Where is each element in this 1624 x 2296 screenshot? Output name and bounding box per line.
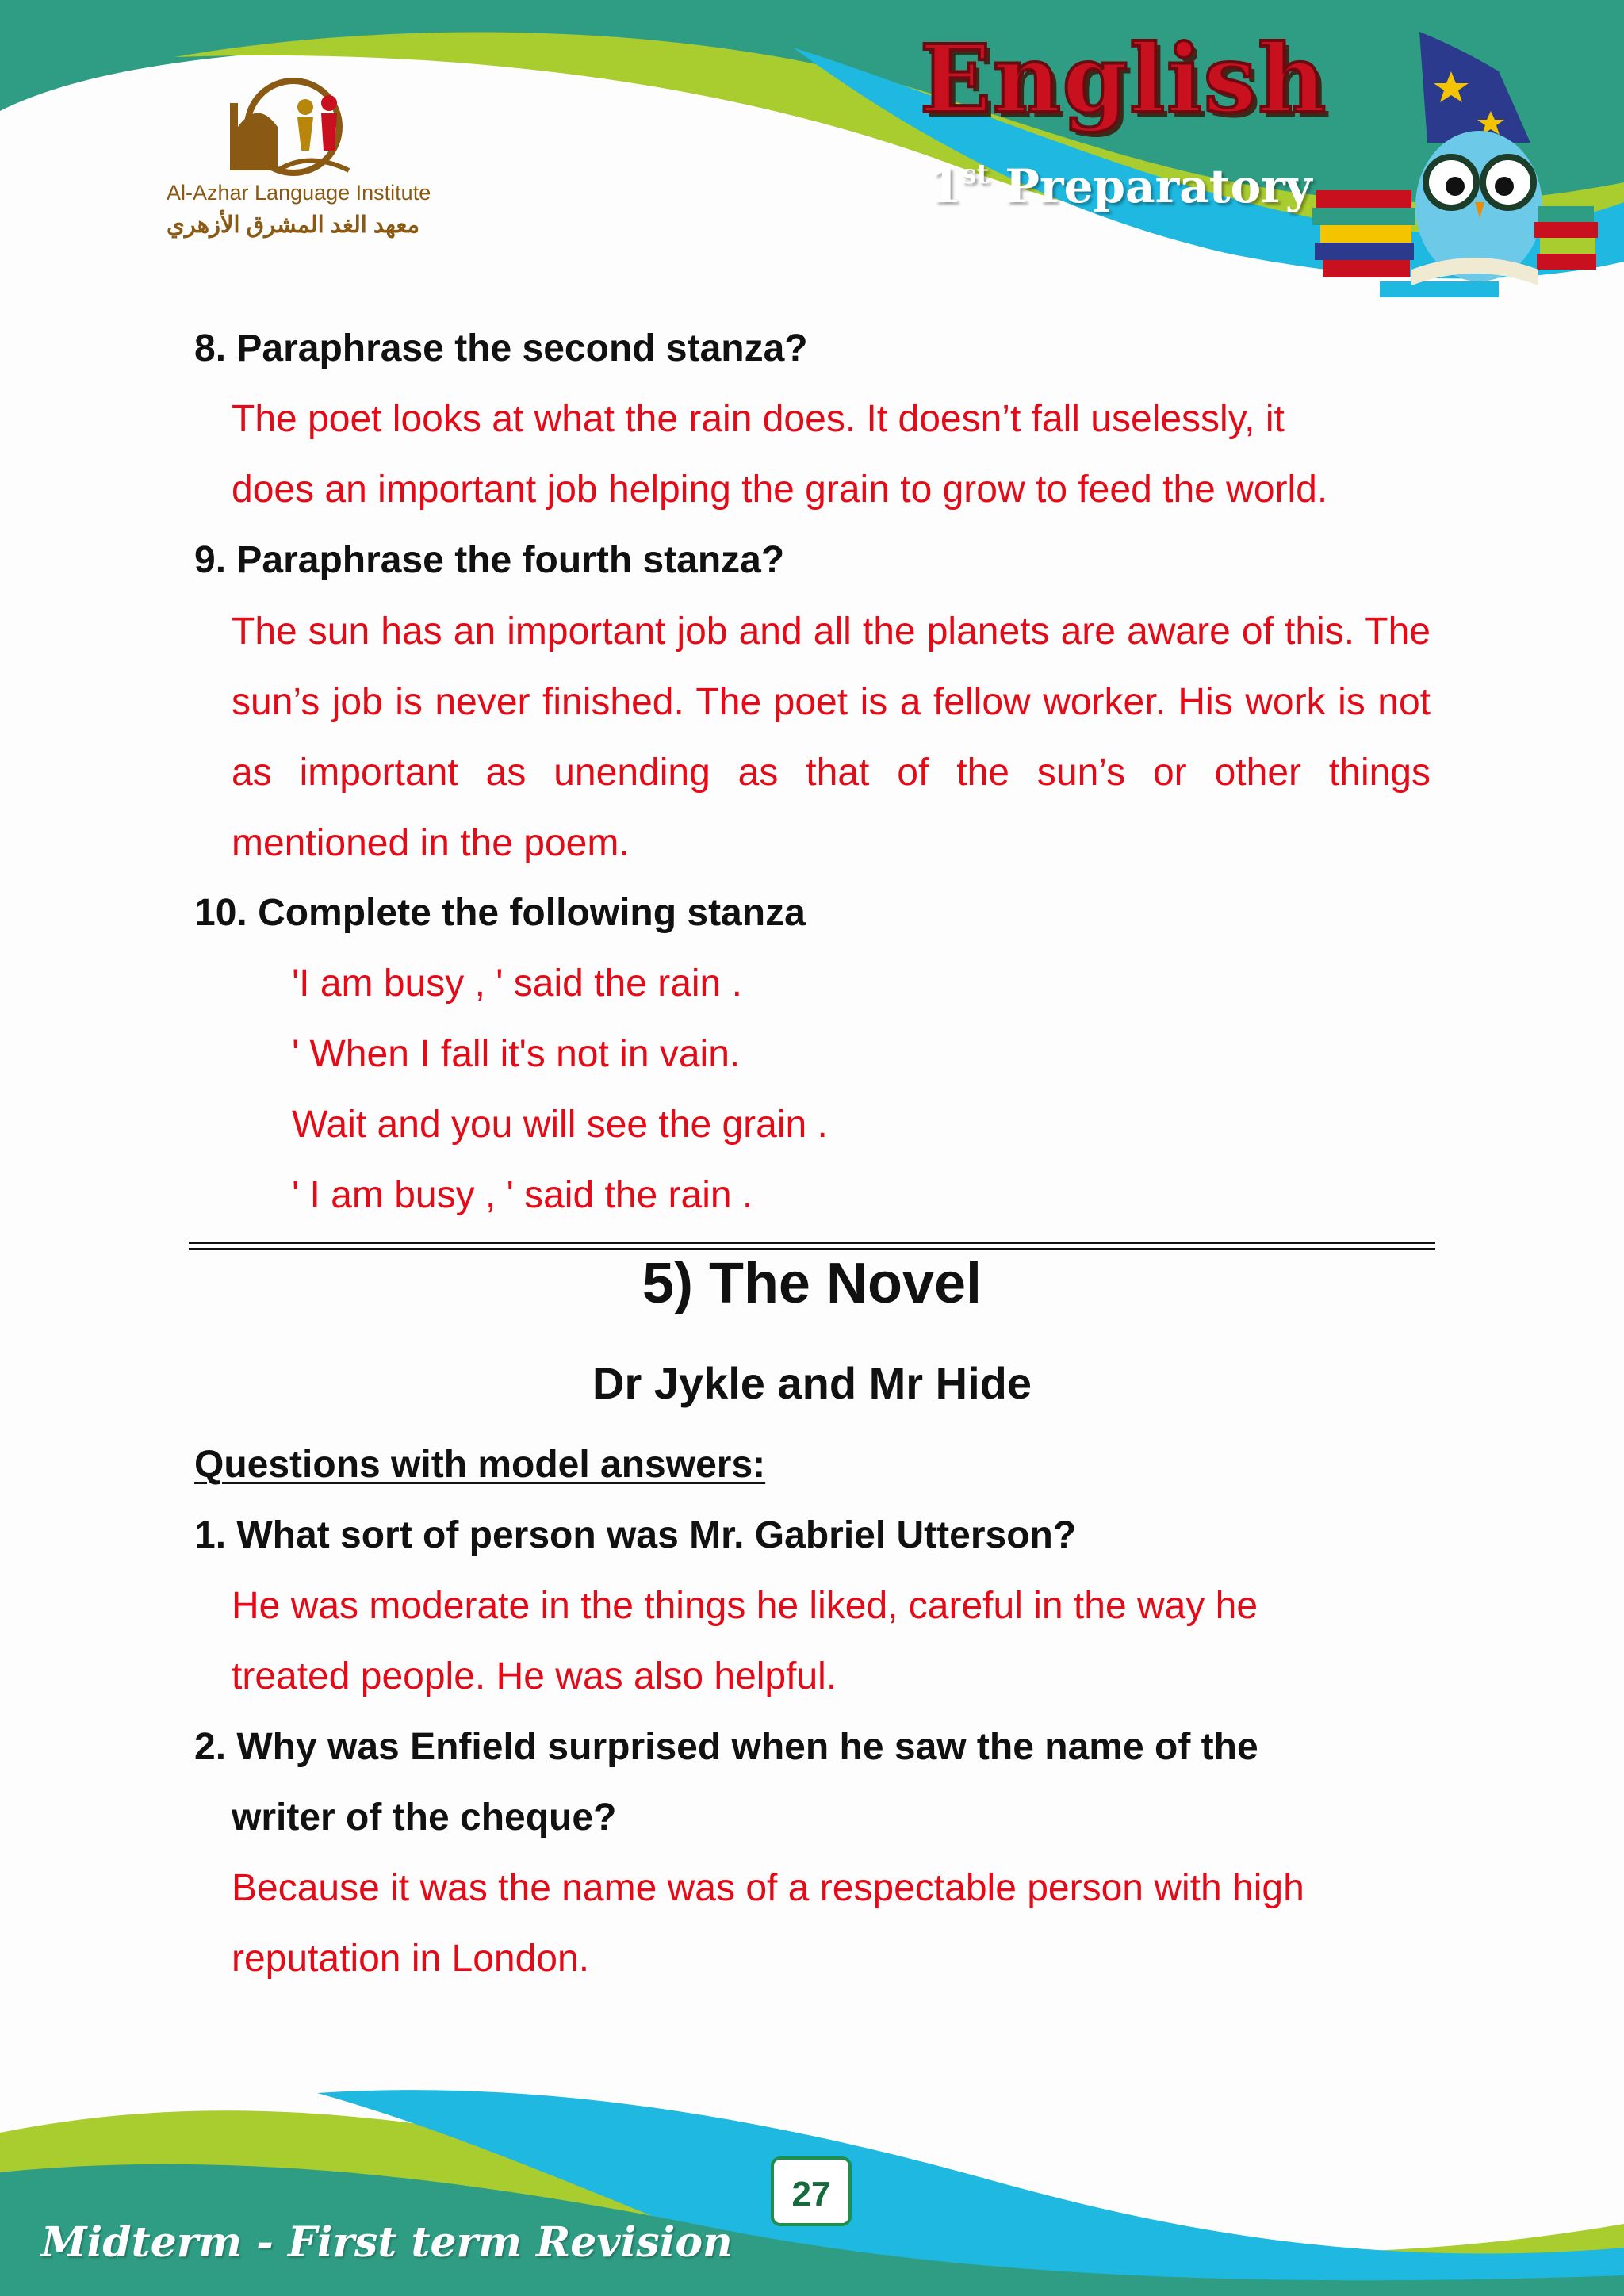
questions-subheading: Questions with model answers: — [194, 1444, 766, 1486]
grade-suffix: st — [961, 159, 990, 190]
novel-answer-1-line-2: treated people. He was also helpful. — [232, 1655, 837, 1697]
question-8: 8. Paraphrase the second stanza? — [194, 327, 808, 369]
grade-number: 1 — [929, 159, 962, 213]
question-10: 10. Complete the following stanza — [194, 892, 806, 934]
novel-answer-1-line-1: He was moderate in the things he liked, careful in the way he — [232, 1585, 1258, 1627]
stanza-line-4: ' I am busy , ' said the rain . — [292, 1174, 753, 1216]
institute-logo — [151, 71, 436, 246]
section-heading: 5) The Novel — [642, 1252, 982, 1315]
stanza-line-3: Wait and you will see the grain . — [292, 1104, 828, 1146]
stanza-line-1: 'I am busy , ' said the rain . — [292, 962, 742, 1004]
grade-label — [929, 159, 1312, 213]
question-9: 9. Paraphrase the fourth stanza? — [194, 539, 785, 581]
stanza-line-2: ' When I fall it's not in vain. — [292, 1033, 741, 1075]
grade-text: Preparatory — [1005, 159, 1312, 213]
logo-name-ar: معهد الغد المشرق الأزهري — [167, 212, 420, 238]
section-divider-bottom — [189, 1248, 1435, 1250]
subject-title: English — [920, 24, 1328, 134]
novel-title: Dr Jykle and Mr Hide — [592, 1358, 1032, 1408]
novel-question-2-line-1: 2. Why was Enfield surprised when he saw the name of the — [194, 1726, 1258, 1768]
footer-label: Midterm - First term Revision — [41, 2218, 733, 2267]
section-divider-top — [189, 1242, 1435, 1244]
answer-8-line-1: The poet looks at what the rain does. It doesn’t fall uselessly, it — [232, 398, 1285, 440]
novel-answer-2-line-1: Because it was the name was of a respectable person with high — [232, 1867, 1304, 1909]
answer-9: The sun has an important job and all the planets are aware of this. The sun’s job is never finished. The poet is a fellow worker. His work is not as important as unending as that of the sun’s or other things mentioned in the poem. — [232, 610, 1431, 864]
logo-emblem-icon — [151, 71, 436, 182]
answer-8-line-2: does an important job helping the grain to grow to feed the world. — [232, 469, 1328, 511]
novel-question-2-line-2: writer of the cheque? — [232, 1797, 617, 1839]
logo-name-en: Al-Azhar Language Institute — [167, 181, 431, 205]
owl-wizard-mascot-icon — [1300, 24, 1602, 317]
novel-question-1: 1. What sort of person was Mr. Gabriel Utterson? — [194, 1514, 1077, 1556]
novel-answer-2-line-2: reputation in London. — [232, 1938, 590, 1980]
page-number: 27 — [771, 2156, 852, 2226]
